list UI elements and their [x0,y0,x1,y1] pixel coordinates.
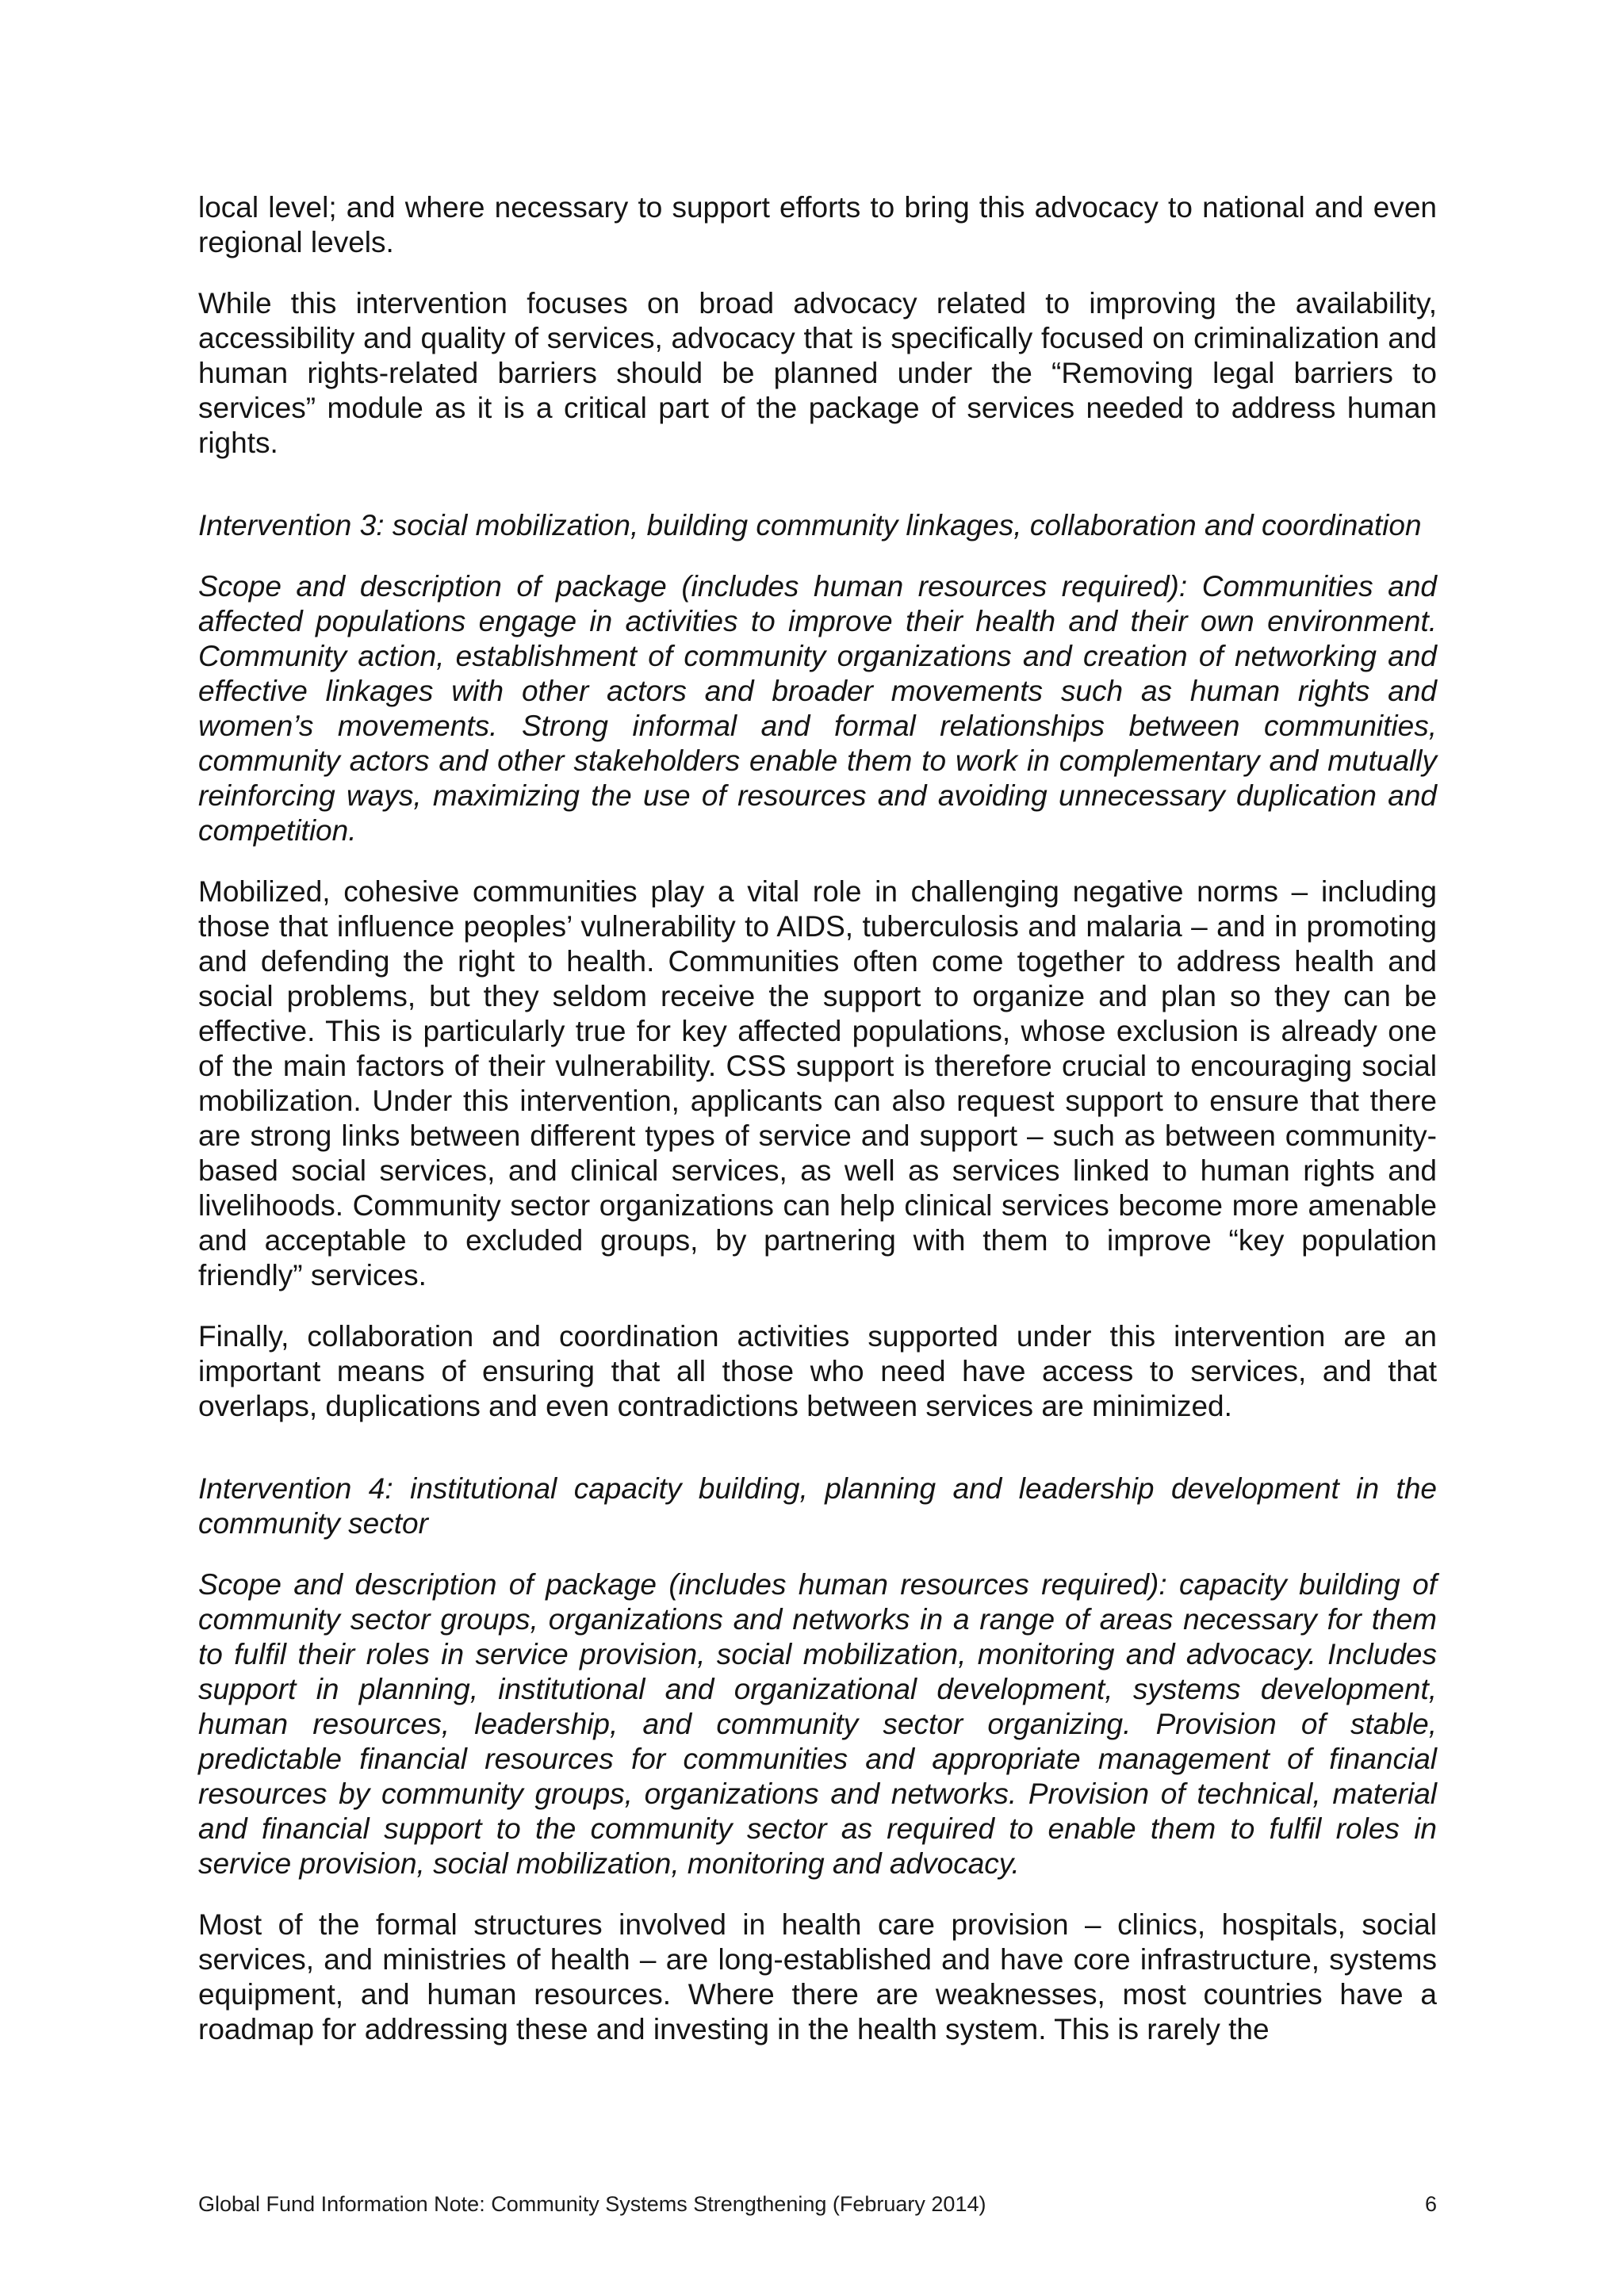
intervention-3-scope: Scope and description of package (includes human resources required): Communities and affected populations engage in activities to improve their health and their own environment. Community action, establishment of community organizations and creation of networking and effective linkages with other actors and broader movements such as human rights and women’s movements. Strong informal and formal relationships between communities, community actors and other stakeholders enable them to work in complementary and mutually reinforcing ways, maximizing the use of resources and avoiding unnecessary duplication and competition. [198,570,1437,847]
paragraph-advocacy-focus: While this intervention focuses on broad advocacy related to improving the availability, accessibility and quality of services, advocacy that is specifically focused on criminalization and human rights-related barriers should be planned under the “Removing legal barriers to services” module as it is a critical part of the package of services needed to address human rights. [198,287,1437,459]
intervention-3-heading: Intervention 3: social mobilization, building community linkages, collaboration and coordination [198,509,1422,541]
intervention-4-scope: Scope and description of package (includes human resources required): capacity building of community sector groups, organizations and networks in a range of areas necessary for them to fulfil their roles in service provision, social mobilization, monitoring and advocacy. Includes support in planning, institutional and organizational development, systems development, human resources, leadership, and community sector organizing. Provision of stable, predictable financial resources for communities and appropriate management of financial resources by community groups, organizations and networks. Provision of technical, material and financial support to the community sector as required to enable them to fulfil roles in service provision, social mobilization, monitoring and advocacy. [198,1568,1437,1880]
page-number: 6 [1424,2192,1437,2216]
paragraph-advocacy-levels: local level; and where necessary to support efforts to bring this advocacy to national and even regional levels. [198,191,1437,258]
paragraph-collaboration: Finally, collaboration and coordination activities supported under this intervention are an important means of ensuring that all those who need have access to services, and that overlaps, duplications and even contradictions between services are minimized. [198,1320,1437,1422]
paragraph-mobilized-communities: Mobilized, cohesive communities play a vital role in challenging negative norms – including those that influence peoples’ vulnerability to AIDS, tuberculosis and malaria – and in promoting and defending the right to health. Communities often come together to address health and social problems, but they seldom receive the support to organize and plan so they can be effective. This is particularly true for key affected populations, whose exclusion is already one of the main factors of their vulnerability. CSS support is therefore crucial to encouraging social mobilization. Under this intervention, applicants can also request support to ensure that there are strong links between different types of service and support – such as between community-based social services, and clinical services, as well as services linked to human rights and livelihoods. Community sector organizations can help clinical services become more amenable and acceptable to excluded groups, by partnering with them to improve “key population friendly” services. [198,875,1437,1292]
document-body [198,190,1437,2047]
intervention-4-heading: Intervention 4: institutional capacity building, planning and leadership development in the community sector [198,1472,1437,1540]
footer-title: Global Fund Information Note: Community Systems Strengthening (February 2014) [198,2192,986,2216]
paragraph-formal-structures: Most of the formal structures involved in health care provision – clinics, hospitals, social services, and ministries of health – are long-established and have core infrastructure, systems equipment, and human resources. Where there are weaknesses, most countries have a roadmap for addressing these and investing in the health system. This is rarely the [198,1908,1437,2045]
